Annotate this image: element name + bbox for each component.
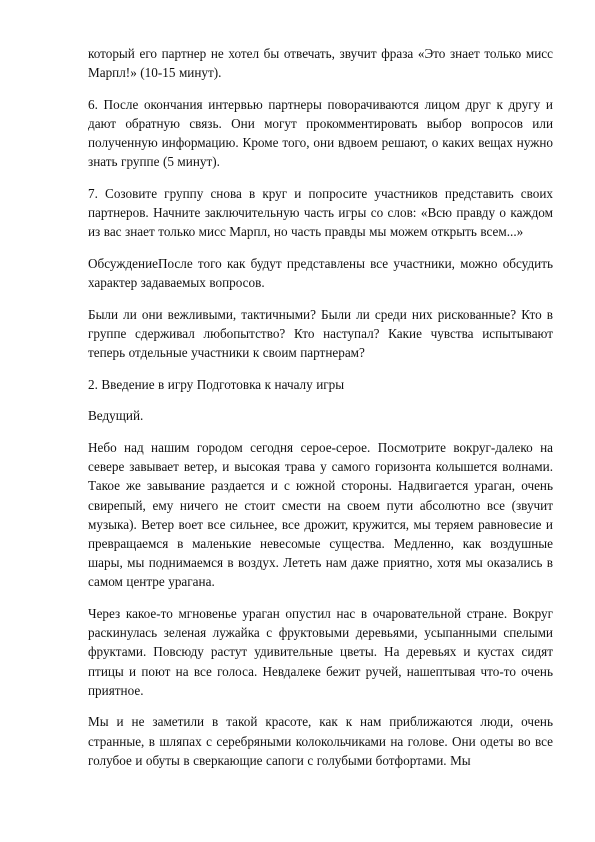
paragraph-step-7: 7. Созовите группу снова в круг и попросите участников представить своих партнеров. Начните заключительную часть игры со слов: «Всю правду о каждом из вас знает только мисс Марпл, но часть правды мы можем открыть всем...» (88, 186, 553, 240)
paragraph-hurricane: Небо над нашим городом сегодня серое-серое. Посмотрите вокруг-далеко на севере завывает ветер, и высокая трава у самого горизонта колышется волнами. Такое же завывание раздается и с южной стороны. Надвигается ураган, очень свирепый, ему ничего не стоит смести на своем пути абсолютно все (звучит музыка). Ветер воет все сильнее, все дрожит, кружится, мы теряем равновесие и превращаемся в маленькие невесомые существа. Медленно, как воздушные шары, мы поднимаемся в воздух. Лететь нам даже приятно, хотя мы оказались в самом центре урагана. (88, 439, 553, 590)
paragraph-intro-continuation: который его партнер не хотел бы отвечать, звучит фраза «Это знает только мисс Марпл!» (10-15 минут). (88, 46, 553, 81)
paragraph-discussion: ОбсуждениеПосле того как будут представлены все участники, можно обсудить характер задаваемых вопросов. (88, 256, 553, 291)
paragraph-enchanted-land: Через какое-то мгновенье ураган опустил нас в очаровательной стране. Вокруг раскинулась зеленая лужайка с фруктовыми деревьями, усыпанными спелыми фруктами. Повсюду растут удивительные цветы. На деревьях и кустах сидят птицы и поют на все голоса. Невдалеке бежит ручей, нашептывая что-то очень приятное. (88, 606, 553, 698)
paragraph-strange-people: Мы и не заметили в такой красоте, как к нам приближаются люди, очень странные, в шляпах с серебряными колокольчиками на голове. Они одеты во все голубое и обуты в сверкающие сапоги с голубыми ботфортами. Мы (88, 714, 553, 768)
speaker-label: Ведущий. (88, 408, 144, 424)
document-body (88, 44, 553, 782)
paragraph-step-6: 6. После окончания интервью партнеры поворачиваются лицом друг к другу и дают обратную связь. Они могут прокомментировать выбор вопросов или полученную информацию. Кроме того, они вдвоем решают, о каких вещах нужно знать группе (5 минут). (88, 96, 553, 170)
paragraph-discussion-questions: Были ли они вежливыми, тактичными? Были ли среди них рискованные? Кто в группе сдерживал любопытство? Кто наступал? Какие чувства испытывают теперь отдельные участники к своим партнерам? (88, 306, 553, 361)
section-heading-game-intro: 2. Введение в игру Подготовка к началу игры (88, 376, 345, 392)
